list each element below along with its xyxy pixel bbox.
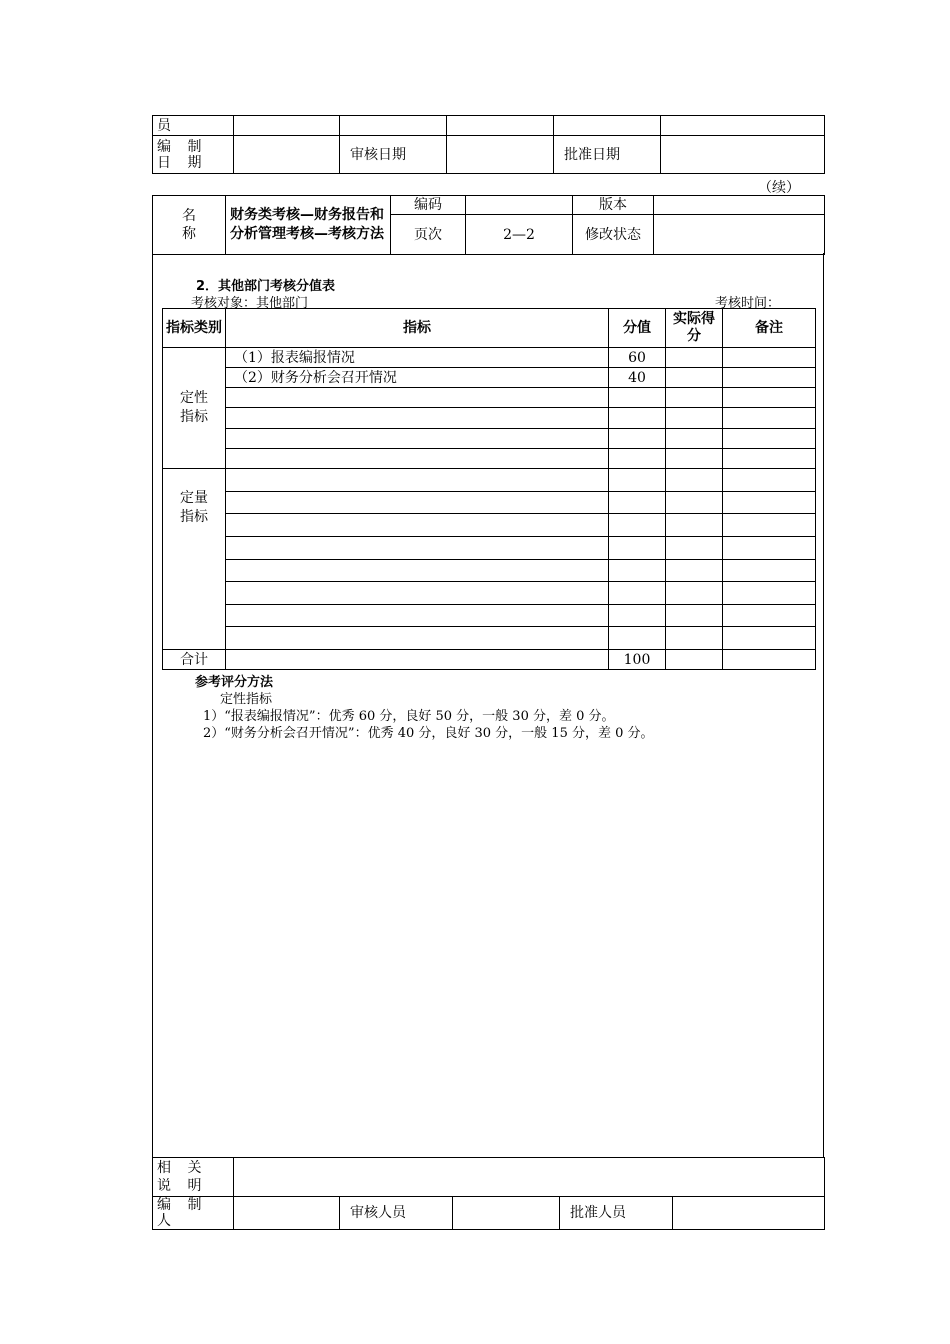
score-cell xyxy=(609,448,666,468)
continued-label: （续） xyxy=(758,180,800,196)
top-info-table xyxy=(152,115,825,174)
indicator-cell xyxy=(226,582,609,605)
table-row xyxy=(163,604,816,627)
score-cell xyxy=(609,604,666,627)
name-label-cell xyxy=(153,196,226,255)
table-row xyxy=(163,448,816,468)
indicator-cell xyxy=(226,627,609,650)
actual-cell xyxy=(666,491,723,514)
reviewer-value xyxy=(453,1197,560,1230)
approver-value xyxy=(673,1197,825,1230)
notes-cell xyxy=(723,368,816,388)
actual-cell xyxy=(666,388,723,408)
score-cell xyxy=(609,428,666,448)
notes-label: 相 关 说 明 xyxy=(153,1158,234,1197)
actual-cell xyxy=(666,514,723,537)
notes-cell xyxy=(723,348,816,368)
notes-cell xyxy=(723,408,816,428)
empty-cell xyxy=(661,116,825,136)
approve-date-label: 批准日期 xyxy=(554,136,661,174)
target-label: 考核对象：其他部门 xyxy=(191,296,309,311)
col-header-category: 指标类别 xyxy=(163,309,226,348)
score-cell xyxy=(609,491,666,514)
scoring-title: 参考评分方法 xyxy=(195,675,274,690)
quantitative-label: 定量指标 xyxy=(180,490,208,525)
col-header-actual: 实际得分 xyxy=(666,309,723,348)
empty-cell xyxy=(447,116,554,136)
approve-date-value xyxy=(661,136,825,174)
score-table xyxy=(162,308,816,670)
table-row xyxy=(163,627,816,650)
score-cell xyxy=(609,514,666,537)
staff-label-cell: 员 xyxy=(153,116,234,136)
notes-cell xyxy=(723,536,816,559)
quantitative-category xyxy=(163,469,226,650)
notes-cell xyxy=(723,627,816,650)
editor-label: 编 制 人 xyxy=(153,1197,234,1230)
actual-cell xyxy=(666,428,723,448)
code-value xyxy=(466,196,573,215)
actual-cell xyxy=(666,469,723,492)
notes-cell xyxy=(723,604,816,627)
scoring-item-1: 1）“报表编报情况”：优秀 60 分，良好 50 分，一般 30 分，差 0 分。 xyxy=(203,709,615,724)
col-header-notes: 备注 xyxy=(723,309,816,348)
actual-cell xyxy=(666,368,723,388)
score-cell xyxy=(609,627,666,650)
page-label: 页次 xyxy=(391,215,466,255)
empty-cell xyxy=(340,116,447,136)
score-cell xyxy=(609,388,666,408)
doc-header-table xyxy=(152,195,825,255)
actual-cell xyxy=(666,448,723,468)
footer-table xyxy=(152,1157,825,1230)
score-cell xyxy=(609,536,666,559)
score-cell xyxy=(609,582,666,605)
version-label: 版本 xyxy=(573,196,654,215)
total-label: 合计 xyxy=(163,650,226,670)
scoring-item-2: 2）“财务分析会召开情况”：优秀 40 分，良好 30 分，一般 15 分，差 0 分。 xyxy=(203,726,654,741)
notes-cell xyxy=(723,469,816,492)
revision-label: 修改状态 xyxy=(573,215,654,255)
scoring-subtitle: 定性指标 xyxy=(220,692,273,707)
table-row xyxy=(163,348,816,368)
actual-cell xyxy=(666,559,723,582)
review-date-value xyxy=(447,136,554,174)
col-header-indicator: 指标 xyxy=(226,309,609,348)
notes-cell xyxy=(723,582,816,605)
indicator-cell: （1）报表编报情况 xyxy=(226,348,609,368)
col-header-score: 分值 xyxy=(609,309,666,348)
indicator-cell xyxy=(226,604,609,627)
notes-cell xyxy=(723,514,816,537)
notes-cell xyxy=(723,491,816,514)
table-row xyxy=(163,582,816,605)
score-cell: 40 xyxy=(609,368,666,388)
notes-cell xyxy=(723,428,816,448)
actual-cell xyxy=(666,582,723,605)
review-date-label: 审核日期 xyxy=(340,136,447,174)
total-indicator-cell xyxy=(226,650,609,670)
actual-cell xyxy=(666,408,723,428)
staff-value-cell xyxy=(234,116,340,136)
indicator-cell xyxy=(226,536,609,559)
table-row xyxy=(163,469,816,492)
code-label: 编码 xyxy=(391,196,466,215)
actual-cell xyxy=(666,536,723,559)
total-actual-cell xyxy=(666,650,723,670)
total-score: 100 xyxy=(609,650,666,670)
notes-cell xyxy=(723,448,816,468)
qualitative-label: 定性指标 xyxy=(180,390,208,425)
version-value xyxy=(654,196,825,215)
score-cell xyxy=(609,559,666,582)
indicator-cell xyxy=(226,559,609,582)
indicator-cell xyxy=(226,388,609,408)
actual-cell xyxy=(666,627,723,650)
empty-cell xyxy=(554,116,661,136)
score-cell xyxy=(609,469,666,492)
table-row xyxy=(163,536,816,559)
indicator-cell: （2）财务分析会召开情况 xyxy=(226,368,609,388)
approver-label: 批准人员 xyxy=(560,1197,673,1230)
table-row xyxy=(163,408,816,428)
compile-date-label: 编 制 日 期 xyxy=(153,136,234,174)
revision-value xyxy=(654,215,825,255)
indicator-cell xyxy=(226,408,609,428)
total-row xyxy=(163,650,816,670)
indicator-cell xyxy=(226,448,609,468)
page-value: 2—2 xyxy=(466,215,573,255)
indicator-cell xyxy=(226,514,609,537)
total-notes-cell xyxy=(723,650,816,670)
section-title: 2．其他部门考核分值表 xyxy=(196,279,336,294)
qualitative-category xyxy=(163,348,226,469)
score-cell xyxy=(609,408,666,428)
table-row xyxy=(163,491,816,514)
table-row xyxy=(163,388,816,408)
reviewer-label: 审核人员 xyxy=(340,1197,453,1230)
indicator-cell xyxy=(226,469,609,492)
editor-value xyxy=(234,1197,340,1230)
table-row xyxy=(163,559,816,582)
actual-cell xyxy=(666,604,723,627)
table-row xyxy=(163,368,816,388)
doc-title: 财务类考核—财务报告和分析管理考核—考核方法 xyxy=(226,196,391,255)
table-row xyxy=(163,514,816,537)
notes-value xyxy=(234,1158,825,1197)
notes-cell xyxy=(723,559,816,582)
actual-cell xyxy=(666,348,723,368)
indicator-cell xyxy=(226,491,609,514)
table-row xyxy=(163,428,816,448)
name-label: 名 称 xyxy=(182,208,196,242)
score-cell: 60 xyxy=(609,348,666,368)
indicator-cell xyxy=(226,428,609,448)
notes-cell xyxy=(723,388,816,408)
compile-date-value xyxy=(234,136,340,174)
time-label: 考核时间： xyxy=(715,296,781,311)
